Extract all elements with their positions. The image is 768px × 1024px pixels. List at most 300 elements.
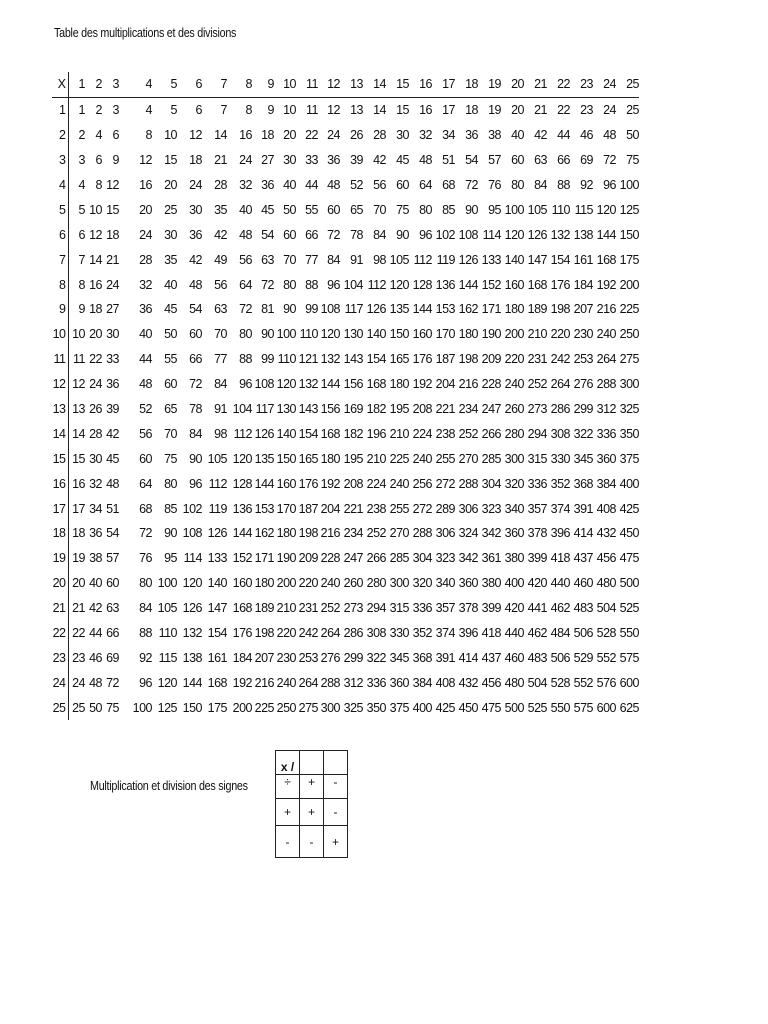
table-cell: 136 <box>232 501 252 516</box>
table-cell: 98 <box>373 252 386 267</box>
table-cell: 50 <box>626 128 639 143</box>
table-cell: 200 <box>504 327 524 342</box>
table-cell: 120 <box>276 377 296 392</box>
table-cell: 96 <box>139 675 152 690</box>
table-cell: 144 <box>320 377 340 392</box>
table-cell: 119 <box>436 252 455 267</box>
table-cell: 289 <box>435 501 455 516</box>
table-cell: 14 <box>72 426 85 441</box>
table-cell: 63 <box>261 252 274 267</box>
table-cell: 312 <box>596 402 616 417</box>
table-cell: 153 <box>435 302 455 317</box>
table-cell: 42 <box>106 426 119 441</box>
column-header: 20 <box>501 72 524 97</box>
table-cell: 210 <box>389 426 409 441</box>
column-header: 18 <box>455 72 478 97</box>
table-row <box>52 123 639 148</box>
table-cell: 108 <box>182 526 202 541</box>
table-cell: 378 <box>527 526 547 541</box>
table-cell: 234 <box>458 402 478 417</box>
table-cell: 18 <box>89 302 102 317</box>
table-cell: 40 <box>139 327 152 342</box>
table-cell: 44 <box>89 626 102 641</box>
column-header: 8 <box>227 72 252 97</box>
page-title: Table des multiplications et des divisions <box>54 26 237 40</box>
table-cell: 20 <box>283 128 296 143</box>
table-cell: 44 <box>305 178 318 192</box>
table-cell: 72 <box>465 178 478 192</box>
row-header: 25 <box>52 695 68 720</box>
signs-header-bottom: ÷ <box>276 775 300 799</box>
table-cell: 150 <box>619 227 639 242</box>
table-cell: 80 <box>164 476 177 491</box>
table-cell: 304 <box>481 476 501 491</box>
table-cell: 20 <box>139 202 152 217</box>
table-cell: 38 <box>488 128 501 143</box>
table-cell: 208 <box>412 402 432 417</box>
table-cell: 396 <box>550 526 570 541</box>
signs-cell: + <box>300 799 324 826</box>
table-cell: 17 <box>442 103 455 118</box>
table-cell: 460 <box>573 576 593 591</box>
table-cell: 12 <box>72 377 85 392</box>
table-cell: 210 <box>366 451 386 466</box>
table-cell: 70 <box>283 252 296 267</box>
table-cell: 57 <box>488 153 501 168</box>
table-cell: 180 <box>320 451 340 466</box>
table-cell: 323 <box>481 501 501 516</box>
table-cell: 225 <box>619 302 639 317</box>
table-cell: 304 <box>412 551 432 566</box>
table-cell: 552 <box>573 675 593 690</box>
table-cell: 240 <box>504 377 524 392</box>
table-cell: 425 <box>619 501 639 516</box>
table-cell: 300 <box>389 576 409 591</box>
table-cell: 380 <box>481 576 501 591</box>
table-cell: 10 <box>89 202 102 217</box>
table-cell: 154 <box>298 426 318 441</box>
table-cell: 19 <box>488 103 501 118</box>
table-cell: 462 <box>550 601 570 616</box>
table-cell: 64 <box>139 476 152 491</box>
table-cell: 196 <box>366 426 386 441</box>
table-cell: 210 <box>276 601 296 616</box>
table-cell: 42 <box>373 153 386 168</box>
table-cell: 108 <box>254 377 274 392</box>
table-row <box>52 695 639 720</box>
table-cell: 225 <box>389 451 409 466</box>
table-cell: 220 <box>298 576 318 591</box>
table-cell: 176 <box>550 277 570 292</box>
table-cell: 357 <box>527 501 547 516</box>
table-cell: 242 <box>550 352 570 367</box>
table-cell: 77 <box>214 352 227 367</box>
row-header: 17 <box>52 496 68 521</box>
table-cell: 432 <box>458 675 478 690</box>
table-cell: 384 <box>412 675 432 690</box>
table-cell: 75 <box>164 451 177 466</box>
table-cell: 21 <box>72 601 85 616</box>
table-cell: 220 <box>276 626 296 641</box>
table-cell: 65 <box>350 202 363 217</box>
table-cell: 120 <box>232 451 252 466</box>
table-cell: 440 <box>550 576 570 591</box>
table-cell: 273 <box>343 601 363 616</box>
table-row <box>52 571 639 596</box>
table-cell: 399 <box>481 601 501 616</box>
table-cell: 7 <box>78 252 85 267</box>
table-cell: 44 <box>139 352 152 367</box>
table-cell: 182 <box>366 402 386 417</box>
table-cell: 40 <box>511 128 524 143</box>
table-cell: 330 <box>389 626 409 641</box>
table-cell: 126 <box>207 526 227 541</box>
table-cell: 132 <box>550 227 570 242</box>
table-cell: 176 <box>298 476 318 491</box>
column-header: 4 <box>119 72 152 97</box>
table-cell: 24 <box>72 675 85 690</box>
table-cell: 96 <box>239 377 252 392</box>
table-cell: 30 <box>106 327 119 342</box>
row-header: 16 <box>52 471 68 496</box>
table-cell: 231 <box>527 352 547 367</box>
table-cell: 16 <box>419 103 432 118</box>
table-cell: 138 <box>573 227 593 242</box>
table-cell: 33 <box>106 352 119 367</box>
table-cell: 345 <box>389 650 409 665</box>
table-cell: 475 <box>481 700 501 715</box>
table-cell: 528 <box>550 675 570 690</box>
table-cell: 320 <box>412 576 432 591</box>
table-cell: 231 <box>298 601 318 616</box>
table-cell: 210 <box>527 327 547 342</box>
table-cell: 361 <box>481 551 501 566</box>
column-header: 25 <box>616 72 639 97</box>
table-cell: 345 <box>573 451 593 466</box>
table-cell: 204 <box>320 501 340 516</box>
table-cell: 19 <box>72 551 85 566</box>
table-cell: 384 <box>596 476 616 491</box>
row-header: 24 <box>52 670 68 695</box>
table-cell: 216 <box>320 526 340 541</box>
table-cell: 13 <box>72 402 85 417</box>
table-cell: 119 <box>208 501 227 516</box>
column-header: 22 <box>547 72 570 97</box>
table-cell: 456 <box>481 675 501 690</box>
table-cell: 325 <box>619 402 639 417</box>
table-cell: 153 <box>254 501 274 516</box>
table-cell: 125 <box>619 202 639 217</box>
table-cell: 575 <box>619 650 639 665</box>
table-cell: 144 <box>232 526 252 541</box>
table-cell: 360 <box>596 451 616 466</box>
table-cell: 28 <box>89 426 102 441</box>
table-cell: 72 <box>327 227 340 242</box>
table-cell: 180 <box>458 327 478 342</box>
table-cell: 207 <box>254 650 274 665</box>
table-cell: 133 <box>207 551 227 566</box>
table-cell: 12 <box>139 153 152 168</box>
table-cell: 483 <box>573 601 593 616</box>
multiplication-table <box>52 72 639 720</box>
table-cell: 288 <box>412 526 432 541</box>
table-cell: 275 <box>619 352 639 367</box>
table-cell: 220 <box>550 327 570 342</box>
table-cell: 24 <box>89 377 102 392</box>
table-cell: 171 <box>481 302 501 317</box>
table-cell: 391 <box>435 650 455 665</box>
table-cell: 150 <box>182 700 202 715</box>
table-cell: 3 <box>78 153 85 168</box>
table-row <box>52 222 639 247</box>
table-cell: 92 <box>580 178 593 192</box>
table-cell: 414 <box>458 650 478 665</box>
table-cell: 192 <box>596 277 616 292</box>
table-cell: 300 <box>619 377 639 392</box>
table-cell: 315 <box>527 451 547 466</box>
table-cell: 360 <box>504 526 524 541</box>
table-cell: 80 <box>139 576 152 591</box>
table-cell: 30 <box>396 128 409 143</box>
table-cell: 20 <box>511 103 524 118</box>
table-cell: 350 <box>619 426 639 441</box>
signs-cell: - <box>300 826 324 858</box>
table-cell: 189 <box>254 601 274 616</box>
table-cell: 352 <box>412 626 432 641</box>
table-cell: 322 <box>573 426 593 441</box>
table-cell: 136 <box>435 277 455 292</box>
table-cell: 126 <box>366 302 386 317</box>
table-cell: 187 <box>435 352 455 367</box>
table-cell: 70 <box>164 426 177 441</box>
table-cell: 273 <box>527 402 547 417</box>
table-cell: 48 <box>189 277 202 292</box>
table-cell: 169 <box>343 402 363 417</box>
column-header: 6 <box>177 72 202 97</box>
signs-col-header-plus: + <box>300 775 324 799</box>
table-cell: 115 <box>158 650 177 665</box>
table-cell: 504 <box>527 675 547 690</box>
table-cell: 32 <box>239 178 252 192</box>
table-cell: 48 <box>239 227 252 242</box>
table-cell: 180 <box>254 576 274 591</box>
table-cell: 143 <box>343 352 363 367</box>
table-cell: 88 <box>239 352 252 367</box>
table-cell: 24 <box>189 178 202 192</box>
table-cell: 160 <box>504 277 524 292</box>
table-cell: 144 <box>458 277 478 292</box>
table-cell: 135 <box>254 451 274 466</box>
column-header: 5 <box>152 72 177 97</box>
table-cell: 78 <box>189 402 202 417</box>
table-cell: 105 <box>527 202 547 217</box>
table-cell: 360 <box>458 576 478 591</box>
table-cell: 220 <box>504 352 524 367</box>
table-cell: 550 <box>619 626 639 641</box>
table-cell: 272 <box>435 476 455 491</box>
table-cell: 462 <box>527 626 547 641</box>
table-cell: 23 <box>72 650 85 665</box>
table-row <box>52 621 639 646</box>
table-cell: 200 <box>619 277 639 292</box>
row-header: 7 <box>52 247 68 272</box>
table-cell: 18 <box>106 227 119 242</box>
table-cell: 18 <box>72 526 85 541</box>
table-cell: 98 <box>214 426 227 441</box>
row-header: 5 <box>52 197 68 222</box>
table-cell: 250 <box>619 327 639 342</box>
table-cell: 18 <box>189 153 202 168</box>
table-cell: 529 <box>573 650 593 665</box>
table-cell: 550 <box>550 700 570 715</box>
table-cell: 16 <box>89 277 102 292</box>
table-cell: 72 <box>106 675 119 690</box>
table-cell: 26 <box>89 402 102 417</box>
table-cell: 189 <box>527 302 547 317</box>
table-cell: 56 <box>139 426 152 441</box>
table-row <box>52 496 639 521</box>
table-cell: 66 <box>305 227 318 242</box>
row-header: 10 <box>52 322 68 347</box>
table-cell: 144 <box>596 227 616 242</box>
table-cell: 25 <box>626 103 639 118</box>
table-cell: 575 <box>573 700 593 715</box>
table-cell: 176 <box>232 626 252 641</box>
table-cell: 187 <box>298 501 318 516</box>
table-cell: 80 <box>419 202 432 217</box>
table-cell: 70 <box>214 327 227 342</box>
table-cell: 6 <box>78 227 85 242</box>
table-cell: 7 <box>220 103 227 118</box>
table-cell: 54 <box>189 302 202 317</box>
table-cell: 340 <box>504 501 524 516</box>
table-row <box>52 173 639 198</box>
row-header: 14 <box>52 421 68 446</box>
table-cell: 200 <box>232 700 252 715</box>
column-header: 23 <box>570 72 593 97</box>
table-cell: 230 <box>573 327 593 342</box>
table-cell: 35 <box>164 252 177 267</box>
table-cell: 13 <box>350 103 363 118</box>
table-cell: 450 <box>458 700 478 715</box>
column-header: 13 <box>340 72 363 97</box>
table-cell: 20 <box>89 327 102 342</box>
table-cell: 294 <box>366 601 386 616</box>
table-cell: 34 <box>442 128 455 143</box>
table-cell: 391 <box>573 501 593 516</box>
row-header: 13 <box>52 397 68 422</box>
table-cell: 375 <box>389 700 409 715</box>
row-header: 22 <box>52 621 68 646</box>
table-cell: 184 <box>573 277 593 292</box>
table-cell: 198 <box>550 302 570 317</box>
table-row <box>52 521 639 546</box>
table-cell: 66 <box>189 352 202 367</box>
table-cell: 144 <box>412 302 432 317</box>
table-row <box>52 546 639 571</box>
table-cell: 24 <box>603 103 616 118</box>
row-header: 11 <box>52 347 68 372</box>
table-cell: 375 <box>619 451 639 466</box>
table-cell: 350 <box>366 700 386 715</box>
table-cell: 22 <box>305 128 318 143</box>
table-cell: 120 <box>320 327 340 342</box>
table-cell: 357 <box>435 601 455 616</box>
table-cell: 152 <box>481 277 501 292</box>
table-cell: 192 <box>232 675 252 690</box>
table-cell: 105 <box>207 451 227 466</box>
table-cell: 100 <box>276 327 296 342</box>
signs-row-header-plus: + <box>276 799 300 826</box>
table-cell: 60 <box>327 202 340 217</box>
table-cell: 125 <box>157 700 177 715</box>
table-cell: 16 <box>239 128 252 143</box>
table-cell: 42 <box>214 227 227 242</box>
table-cell: 240 <box>320 576 340 591</box>
table-cell: 102 <box>182 501 202 516</box>
table-cell: 400 <box>504 576 524 591</box>
table-cell: 2 <box>78 128 85 143</box>
table-cell: 110 <box>158 626 177 641</box>
table-cell: 132 <box>320 352 340 367</box>
table-cell: 15 <box>396 103 409 118</box>
table-cell: 4 <box>78 178 85 192</box>
table-cell: 32 <box>89 476 102 491</box>
table-cell: 432 <box>596 526 616 541</box>
table-cell: 16 <box>72 476 85 491</box>
table-cell: 91 <box>214 402 227 417</box>
table-cell: 144 <box>254 476 274 491</box>
table-cell: 175 <box>207 700 227 715</box>
table-cell: 90 <box>283 302 296 317</box>
table-cell: 60 <box>106 576 119 591</box>
table-cell: 57 <box>106 551 119 566</box>
table-cell: 504 <box>596 601 616 616</box>
table-cell: 154 <box>207 626 227 641</box>
column-header: 14 <box>363 72 386 97</box>
table-cell: 280 <box>366 576 386 591</box>
signs-header-top: x / <box>276 751 300 775</box>
table-cell: 112 <box>367 277 386 292</box>
table-cell: 216 <box>596 302 616 317</box>
table-cell: 315 <box>389 601 409 616</box>
table-cell: 308 <box>550 426 570 441</box>
table-cell: 96 <box>603 178 616 192</box>
table-cell: 224 <box>366 476 386 491</box>
table-cell: 6 <box>195 103 202 118</box>
table-cell: 525 <box>527 700 547 715</box>
row-header: 2 <box>52 123 68 148</box>
table-cell: 342 <box>481 526 501 541</box>
row-header: 8 <box>52 272 68 297</box>
table-cell: 264 <box>550 377 570 392</box>
table-cell: 30 <box>189 202 202 217</box>
table-cell: 45 <box>261 202 274 217</box>
table-cell: 14 <box>214 128 227 143</box>
table-cell: 36 <box>261 178 274 192</box>
table-cell: 252 <box>320 601 340 616</box>
signs-empty-cell <box>300 751 324 775</box>
table-cell: 92 <box>139 650 152 665</box>
table-cell: 340 <box>435 576 455 591</box>
table-cell: 50 <box>283 202 296 217</box>
table-cell: 45 <box>164 302 177 317</box>
table-cell: 75 <box>106 700 119 715</box>
table-cell: 36 <box>465 128 478 143</box>
table-cell: 12 <box>89 227 102 242</box>
table-cell: 76 <box>488 178 501 192</box>
table-cell: 200 <box>276 576 296 591</box>
